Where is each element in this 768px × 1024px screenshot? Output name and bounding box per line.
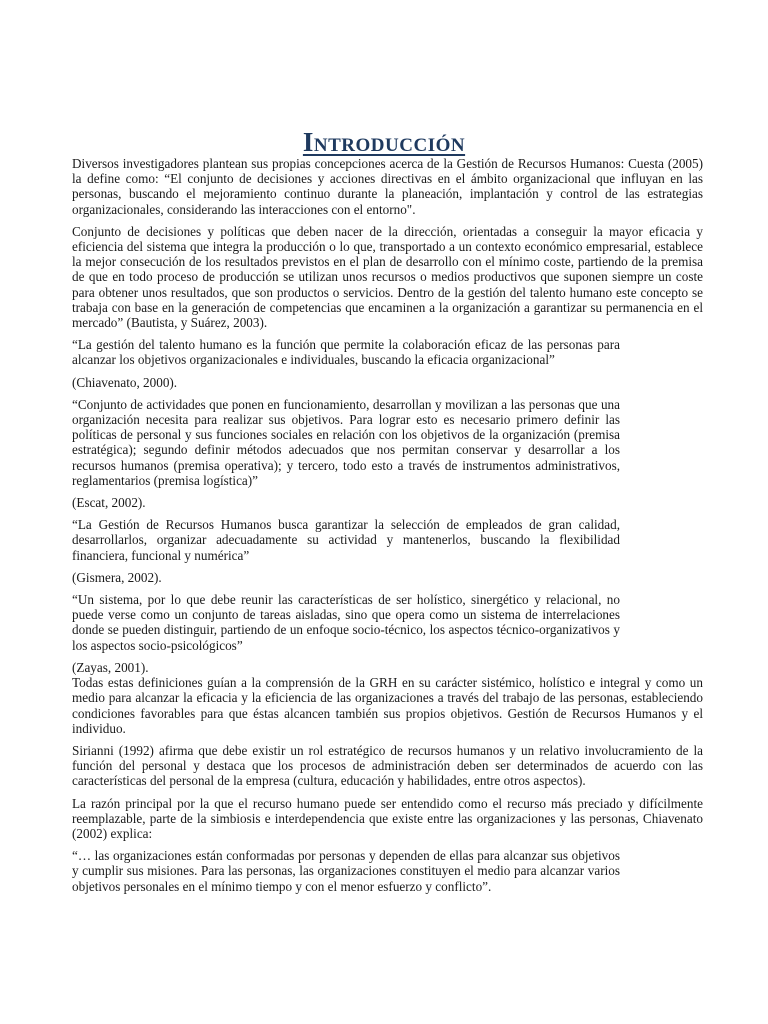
citation-zayas-2001: (Zayas, 2001). — [72, 659, 149, 675]
paragraph-grh-definitions: Todas estas definiciones guían a la comprensión de la GRH en su carácter sistémico, holístico e integral y como un medio para alcanzar la eficacia y la eficiencia de las organizaciones a través del trabajo de las personas, estableciendo condiciones favorables para que éstas alcancen también sus propios objetivos. Gestión de Recursos Humanos y el individuo. — [72, 675, 703, 736]
quote-chiavenato-2000: “La gestión del talento humano es la función que permite la colaboración eficaz de las personas para alcanzar los objetivos organizacionales e individuales, buscando la eficacia organizacional” — [72, 337, 620, 368]
quote-chiavenato-2002: “… las organizaciones están conformadas por personas y dependen de ellas para alcanzar sus objetivos y cumplir sus misiones. Para las personas, las organizaciones constituyen el medio para alcanzar varios objetivos personales en el mínimo tiempo y con el menor esfuerzo y conflicto”. — [72, 848, 620, 894]
citation-chiavenato-2000: (Chiavenato, 2000). — [72, 374, 178, 390]
title-text: Introducción — [302, 127, 466, 157]
paragraph-cuesta-definition: Diversos investigadores plantean sus propias concepciones acerca de la Gestión de Recursos Humanos: Cuesta (2005) la define como: “El conjunto de decisiones y acciones directivas en el ámbito organizacional que influyan en las personas, buscando el mejoramiento continuo durante la planeación, implantación y control de las estrategias organizacionales, considerando las interacciones con el entorno". — [72, 156, 703, 217]
document-body — [72, 156, 703, 901]
page-title — [0, 127, 768, 157]
citation-escat-2002: (Escat, 2002). — [72, 495, 146, 511]
quote-gismera-2002: “La Gestión de Recursos Humanos busca garantizar la selección de empleados de gran calidad, desarrollarlos, organizar adecuadamente su actividad y mantenerlos, buscando la flexibilidad financiera, funcional y numérica” — [72, 517, 620, 563]
paragraph-sirianni: Sirianni (1992) afirma que debe existir un rol estratégico de recursos humanos y un relativo involucramiento de la función del personal y destaca que los procesos de administración deben ser determinados de acuerdo con las características del personal de la empresa (cultura, educación y habilidades, entre otros aspectos). — [72, 742, 703, 789]
paragraph-recurso-humano: La razón principal por la que el recurso humano puede ser entendido como el recurso más preciado y difícilmente reemplazable, parte de la simbiosis e interdependencia que existe entre las organizaciones y las personas, Chiavenato (2002) explica: — [72, 795, 703, 841]
paragraph-bautista-suarez: Conjunto de decisiones y políticas que deben nacer de la dirección, orientadas a conseguir la mayor eficacia y eficiencia del sistema que integra la producción o lo que, transportado a un contexto económico empresarial, establece la mejor consecución de los resultados previstos en el plan de desarrollo con el mínimo coste, partiendo de la premisa de que en todo proceso de producción se utilizan unos recursos o medios productivos que suponen siempre un coste para obtener unos resultados, que son productos o servicios. Dentro de la gestión del talento humano este concepto se trabaja con base en la generación de competencias que encaminen a la organización a garantizar su permanencia en el mercado” (Bautista, y Suárez, 2003). — [72, 223, 703, 331]
citation-gismera-2002: (Gismera, 2002). — [72, 569, 162, 585]
quote-escat-2002: “Conjunto de actividades que ponen en funcionamiento, desarrollan y movilizan a las personas que una organización necesita para realizar sus objetivos. Para lograr esto es necesario primero definir las políticas de personal y sus funciones sociales en relación con los objetivos de la organización (premisa estratégica); segundo definir métodos adecuados que nos permitan conservar y desarrollar a los recursos humanos (premisa operativa); y tercero, todo esto a través de instrumentos administrativos, reglamentarios (premisa logística)” — [72, 396, 620, 488]
quote-zayas-2001: “Un sistema, por lo que debe reunir las características de ser holístico, sinergético y relacional, no puede verse como un conjunto de tareas aisladas, sino que opera como un sistema de interrelaciones donde se pueden distinguir, partiendo de un enfoque socio-técnico, los aspectos técnico-organizativos y los aspectos socio-psicológicos” — [72, 592, 620, 653]
